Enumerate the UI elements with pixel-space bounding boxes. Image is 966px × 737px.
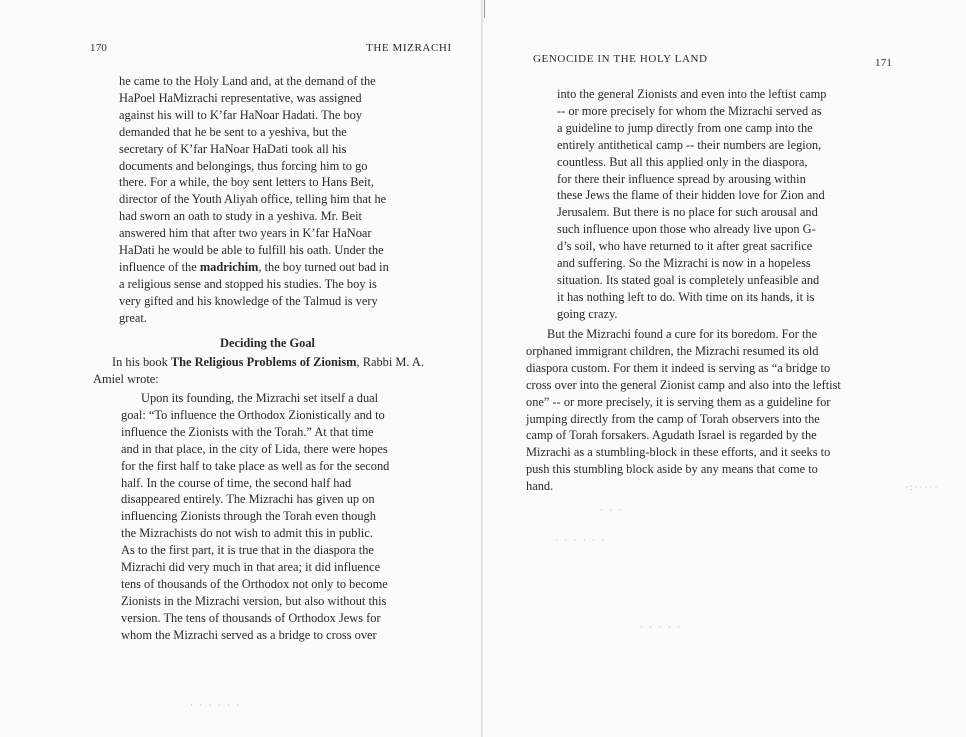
intro-line: Amiel wrote:	[93, 372, 159, 386]
text-line: very gifted and his knowledge of the Talmud is very	[119, 293, 378, 308]
section-heading: Deciding the Goal	[220, 336, 315, 350]
text-line: influence the Zionists with the Torah.” At that time	[121, 424, 374, 439]
text-line: diaspora custom. For them it indeed is serving as “a bridge to	[526, 360, 831, 375]
text-line: influencing Zionists through the Torah even though	[121, 509, 376, 524]
running-head: THE MIZRACHI	[366, 42, 452, 54]
paragraph	[119, 73, 389, 327]
text-line: going crazy.	[557, 306, 618, 321]
text-line: there. For a while, the boy sent letters to Hans Beit,	[119, 175, 374, 190]
text-line: the Mizrachists do not wish to admit this in public.	[121, 526, 373, 541]
paragraph	[526, 326, 841, 495]
text-line: entirely antithetical camp -- their numbers are legion,	[557, 137, 822, 152]
text-line: d’s soil, who have returned to it after great sacrifice	[557, 239, 813, 254]
text-line: he came to the Holy Land and, at the demand of the	[119, 74, 376, 88]
text-line: it has nothing left to do. With time on its hands, it is	[557, 289, 815, 304]
text-line: push this stumbling block aside by any means that come to	[526, 462, 818, 477]
book-title: The Religious Problems of Zionism	[170, 355, 357, 369]
block-quote	[557, 86, 826, 323]
text-line: HaPoel HaMizrachi representative, was assigned	[119, 90, 362, 105]
text-line: had sworn an oath to study in a yeshiva. Mr. Beit	[119, 209, 362, 224]
right-page	[486, 0, 966, 737]
text-line: these Jews the flame of their hidden love for Zion and	[557, 188, 825, 203]
text-run: In his book	[112, 355, 171, 369]
text-line: documents and belongings, thus forcing him to go	[119, 158, 368, 173]
block-quote	[121, 390, 389, 644]
text-line: HaDati he would be able to fulfill his oath. Under the	[119, 243, 384, 258]
text-line: countless. But all this applied only in the diaspora,	[557, 154, 808, 169]
intro-line	[112, 354, 424, 371]
text-line: camp of Torah forsakers. Agudath Israel is regarded by the	[526, 428, 817, 443]
book-gutter	[481, 0, 483, 737]
text-line: Jerusalem. But there is no place for such arousal and	[557, 205, 818, 220]
scan-speck: · · · · · ·	[190, 700, 242, 710]
scan-speck: · · ·	[600, 505, 624, 515]
text-run: , the boy turned out bad in	[258, 259, 389, 274]
text-line: tens of thousands of the Orthodox not only to become	[121, 576, 388, 591]
text-line: But the Mizrachi found a cure for its boredom. For the	[547, 327, 818, 341]
text-line: cross over into the general Zionist camp and also into the leftist	[526, 377, 841, 392]
page-number: 171	[875, 57, 893, 69]
text-line: one” -- or more precisely, it is serving them as a guideline for	[526, 394, 831, 409]
text-line: into the general Zionists and even into the leftist camp	[557, 87, 827, 101]
text-line: director of the Youth Aliyah office, telling him that he	[119, 192, 387, 207]
text-line: for there their influence spread by arousing within	[557, 171, 806, 186]
text-line: for the first half to take place as well as for the second	[121, 458, 390, 473]
scan-speck: · · · · ·	[640, 622, 682, 632]
text-run: , Rabbi M. A.	[356, 355, 424, 369]
text-line: Mizrachi as a stumbling-block in these efforts, and it seeks to	[526, 445, 831, 460]
text-line: answered him that after two years in K’far HaNoar	[119, 226, 372, 241]
text-line: a religious sense and stopped his studies. The boy is	[119, 276, 377, 291]
text-line: hand.	[526, 479, 554, 494]
text-line: -- or more precisely for whom the Mizrachi served as	[557, 103, 822, 118]
text-line: such influence upon those who already live upon G-	[557, 222, 816, 237]
text-line: against his will to K’far HaNoar Hadati. The boy	[119, 107, 363, 122]
text-line: goal: “To influence the Orthodox Zionistically and to	[121, 407, 385, 422]
text-line: Mizrachi did very much in that area; it did influence	[121, 560, 381, 575]
text-line: a guideline to jump directly from one camp into the	[557, 120, 813, 135]
text-line: version. The tens of thousands of Orthodox Jews for	[121, 610, 381, 625]
text-line: and suffering. So the Mizrachi is now in a hopeless	[557, 256, 811, 271]
text-line: disappeared entirely. The Mizrachi has given up on	[121, 492, 375, 507]
text-run: influence of the	[119, 259, 200, 274]
text-line: half. In the course of time, the second half had	[121, 475, 352, 490]
scan-speck: ·:·····	[905, 482, 940, 492]
text-line: orphaned immigrant children, the Mizrachi resumed its old	[526, 343, 819, 358]
text-line: Upon its founding, the Mizrachi set itself a dual	[141, 391, 379, 405]
text-line: As to the first part, it is true that in the diaspora the	[121, 543, 374, 558]
text-line	[119, 259, 389, 276]
text-line: and in that place, in the city of Lida, there were hopes	[121, 441, 388, 456]
scan-speck: · · · · · ·	[555, 535, 607, 545]
text-line: situation. Its stated goal is completely unfeasible and	[557, 272, 820, 287]
text-line: demanded that he be sent to a yeshiva, but the	[119, 124, 347, 139]
text-line: secretary of K’far HaNoar HaDati took all his	[119, 141, 347, 156]
bold-term: madrichim	[199, 259, 259, 274]
text-line: Zionists in the Mizrachi version, but also without this	[121, 593, 387, 608]
running-head: GENOCIDE IN THE HOLY LAND	[533, 53, 708, 65]
text-line: jumping directly from the camp of Torah observers into the	[526, 411, 820, 426]
page-number: 170	[90, 42, 108, 54]
text-line: whom the Mizrachi served as a bridge to cross over	[121, 627, 377, 642]
text-line: great.	[119, 310, 147, 325]
left-page	[0, 0, 480, 737]
